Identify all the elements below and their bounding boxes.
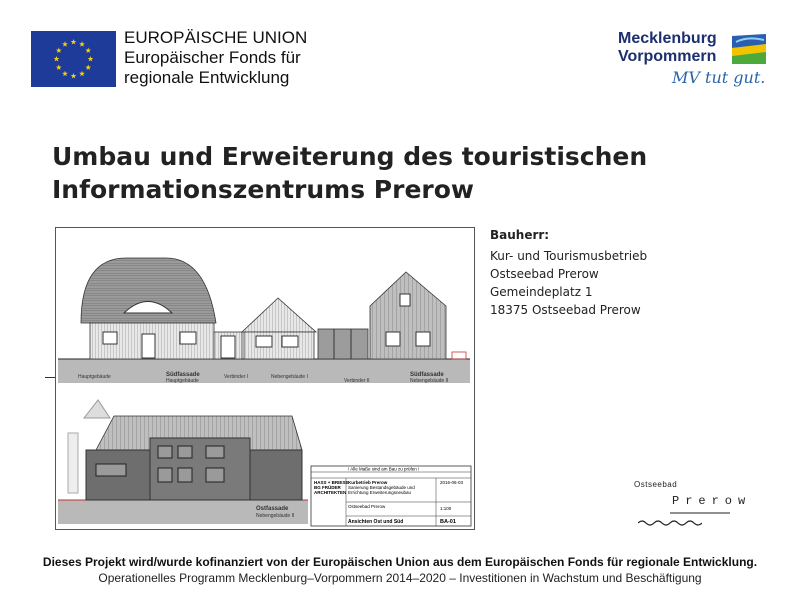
title-block-scale: 1:100 xyxy=(440,506,452,511)
title-block-location: Ostseebad Prerow xyxy=(348,504,386,509)
mv-logo-line-2: Vorpommern xyxy=(618,48,717,65)
eu-line-1: EUROPÄISCHE UNION xyxy=(124,28,308,47)
eu-funding-text xyxy=(124,28,307,88)
client-line-3: Gemeindeplatz 1 xyxy=(490,285,593,299)
eu-line-2: Europäischer Fonds für xyxy=(124,48,301,67)
prerow-logo-name: Prerow xyxy=(672,494,752,508)
title-block-note: ! Alle Maße sind am Bau zu prüfen ! xyxy=(348,466,420,472)
elevation-drawing xyxy=(56,228,474,529)
label-suedfassade-sub: Hauptgebäude xyxy=(166,378,199,384)
drawing-title-block xyxy=(311,466,471,526)
label-verbinder-1: Verbinder I xyxy=(224,374,249,380)
eu-stars-icon xyxy=(31,31,116,87)
eu-star-icon xyxy=(56,65,62,70)
title-block-date: 2016-06-03 xyxy=(440,480,464,485)
footer-funding-note: Dieses Projekt wird/wurde kofinanziert von der Europäischen Union aus dem Europäischen Fonds für regionale Entwicklung. xyxy=(42,555,758,569)
client-heading: Bauherr: xyxy=(490,228,550,242)
prerow-underline-icon xyxy=(670,510,730,516)
client-info xyxy=(490,226,647,319)
eu-star-icon xyxy=(79,41,85,46)
eu-star-icon xyxy=(85,48,91,53)
client-line-1: Kur- und Tourismusbetrieb xyxy=(490,249,648,263)
eu-line-3: regionale Entwicklung xyxy=(124,68,290,87)
label-suedfassade-2: Südfassade xyxy=(410,372,444,378)
architectural-drawing xyxy=(55,227,475,530)
title-block-firm-1: HASS + BRIESE xyxy=(314,480,349,485)
mv-slogan: MV tut gut. xyxy=(672,68,766,87)
margin-mark xyxy=(45,377,55,378)
mv-landscape-icon xyxy=(730,32,768,66)
prerow-logo-small: Ostseebad xyxy=(634,480,678,489)
title-block-firm-2: BG FRÜDER xyxy=(314,485,341,490)
title-block-project-2: Sanierung Bestandsgebäude und xyxy=(348,485,415,490)
mv-logo xyxy=(618,28,770,98)
prerow-logo xyxy=(624,480,764,528)
title-block-sheet: Ansichten Ost und Süd xyxy=(348,519,404,525)
label-suedfassade-2-sub: Nebengebäude II xyxy=(410,378,449,384)
eu-star-icon xyxy=(85,65,91,70)
eu-star-icon xyxy=(79,71,85,76)
footer-programme-note: Operationelles Programm Mecklenburg–Vorpommern 2014–2020 – Investitionen in Wachstum und Beschäftigung xyxy=(98,571,702,585)
title-block-firm-3: ARCHITEKTEN xyxy=(314,490,347,495)
wave-icon xyxy=(638,518,702,528)
label-ostfassade: Ostfassade xyxy=(256,506,289,512)
eu-star-icon xyxy=(71,39,77,44)
title-block-project-1: Kurbetrieb Prerow xyxy=(348,480,388,485)
eu-star-icon xyxy=(56,48,62,53)
label-verbinder-2: Verbinder II xyxy=(344,378,370,384)
mv-logo-line-1: Mecklenburg xyxy=(618,30,717,47)
label-suedfassade: Südfassade xyxy=(166,372,200,378)
eu-star-icon xyxy=(54,56,60,61)
title-block-number: BA-01 xyxy=(440,519,456,525)
title-line-1: Umbau und Erweiterung des touristischen xyxy=(52,142,648,171)
client-line-4: 18375 Ostseebad Prerow xyxy=(490,303,641,317)
label-ostfassade-sub: Nebengebäude II xyxy=(256,513,295,519)
client-line-2: Ostseebad Prerow xyxy=(490,267,599,281)
eu-star-icon xyxy=(71,73,77,78)
label-nebengebaeude-1: Nebengebäude I xyxy=(271,374,308,380)
eu-star-icon xyxy=(88,56,94,61)
page-title xyxy=(52,140,647,206)
title-block-project-3: Errichtung Erweiterungsneubau xyxy=(348,490,412,495)
eu-star-icon xyxy=(62,41,68,46)
eu-star-icon xyxy=(62,71,68,76)
eu-flag-logo xyxy=(31,31,116,87)
title-line-2: Informationszentrums Prerow xyxy=(52,175,474,204)
label-hauptgebaeude: Hauptgebäude xyxy=(78,374,111,380)
